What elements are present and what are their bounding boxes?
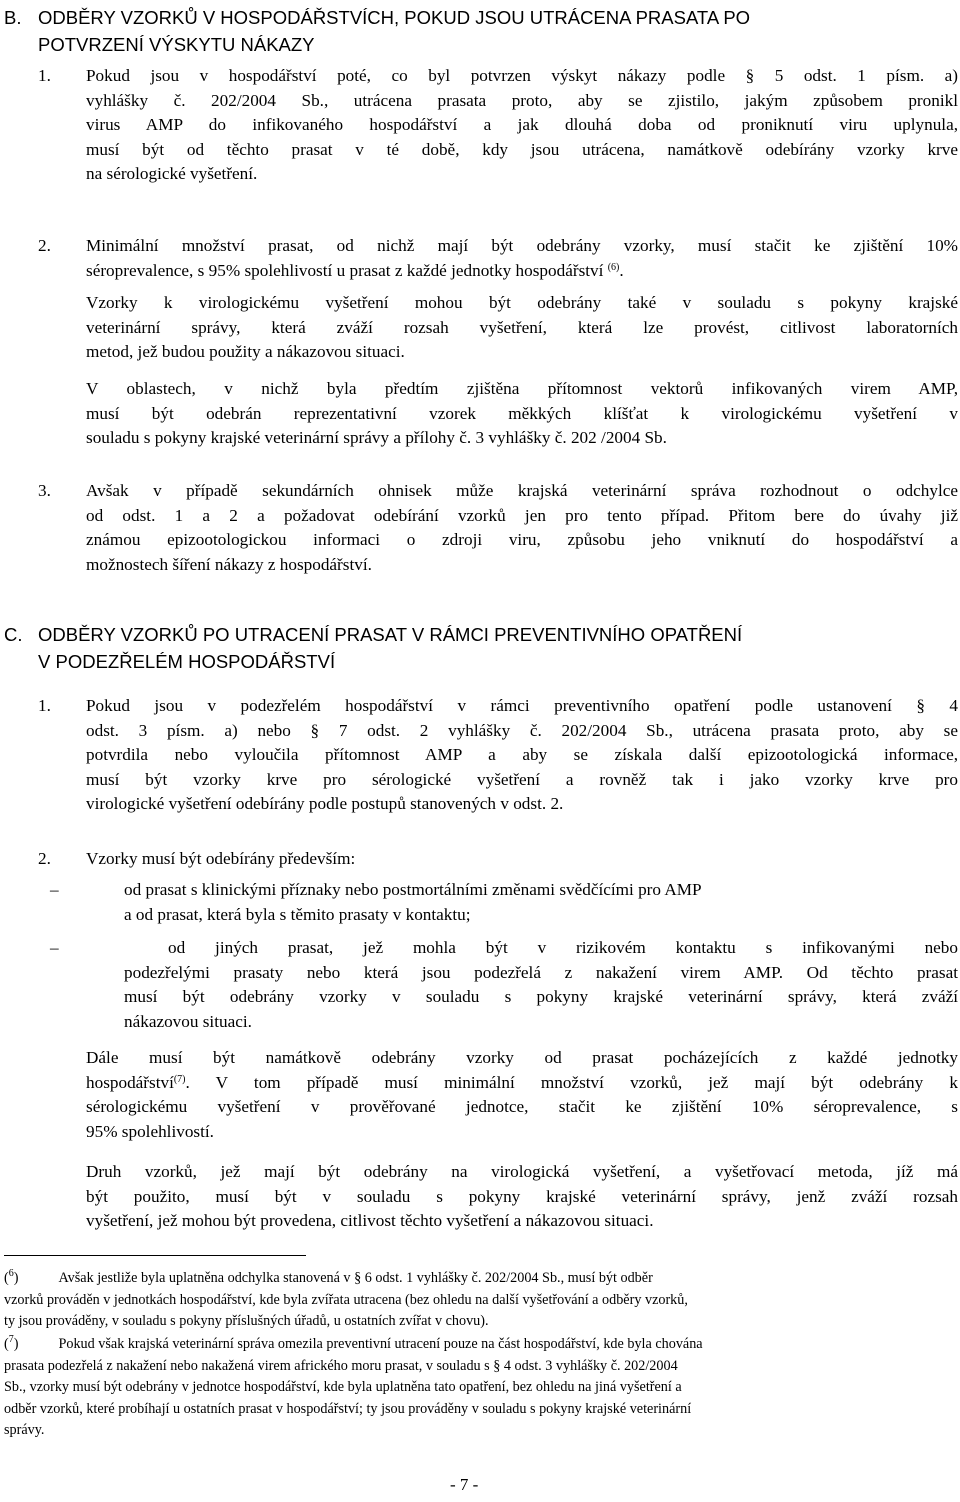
text-line: možnostech šíření nákazy z hospodářství.: [86, 554, 372, 574]
paragraph-oblastech: [86, 377, 958, 451]
item-number: 1.: [38, 66, 51, 85]
section-c-letter: C.: [4, 624, 23, 645]
text-line: nákazovou situaci.: [124, 1011, 252, 1031]
text-line: Avšak v případě sekundárních ohnisek může krajská veterinární správa rozhodnout o odchylce: [86, 481, 958, 500]
text-fragment: Pokud však krajská veterinární správa omezila preventivní utracení pouze na část hospodářství, kde byla chována: [58, 1336, 703, 1352]
text-line: Druh vzorků, jež mají být odebrány na virologická vyšetření, a vyšetřovací metoda, jíž má: [86, 1162, 958, 1181]
section-c-title-line: ODBĚRY VZORKŮ PO UTRACENÍ PRASAT V RÁMCI PREVENTIVNÍHO OPATŘENÍ: [38, 624, 743, 645]
section-b-title-line: ODBĚRY VZORKŮ V HOSPODÁŘSTVÍCH, POKUD JSOU UTRÁCENA PRASATA PO: [38, 7, 751, 28]
bullet-item-2: [124, 936, 958, 1034]
text-line: Minimální množství prasat, od nichž mají být odebrány vzorky, musí stačit ke zjištění 10%: [86, 236, 958, 255]
item-number: 1.: [38, 696, 51, 715]
footnote-line: ($^7$) Pokud však krajská veterinární správa omezila preventivní utracení pouze na část hospodářství, kde byla chována: [4, 1334, 703, 1352]
paragraph-dale: [86, 1046, 958, 1144]
text-line: virus AMP do infikovaného hospodářství a jak dlouhá doba od proniknutí viru uplynula,: [86, 115, 958, 134]
text-line: [86, 259, 958, 284]
text-line: musí být odebrány vzorky v souladu s pokyny krajské veterinární správy, která zváží: [124, 987, 958, 1006]
footnote-separator: [4, 1255, 306, 1256]
item-number: 2.: [38, 849, 51, 868]
section-c-item-2-intro: [86, 847, 958, 872]
section-b-item-2: [86, 234, 958, 283]
page-number: - 7 -: [450, 1475, 479, 1494]
text-line: Vzorky k virologickému vyšetření mohou být odebrány také v souladu s pokyny krajské: [86, 293, 958, 312]
item-number: 2.: [38, 236, 51, 255]
text-line: musí být odebrán reprezentativní vzorek měkkých klíšťat k virologickému vyšetření v: [86, 403, 958, 423]
text-line: být použito, musí být v souladu s pokyny krajské veterinární správy, jenž zváží rozsah: [86, 1186, 958, 1206]
text-line: Pokud jsou v hospodářství poté, co byl potvrzen výskyt nákazy podle § 5 odst. 1 písm. a): [86, 66, 958, 85]
text-line: [86, 1071, 958, 1096]
section-c-title: [38, 621, 938, 675]
text-line: musí být od těchto prasat v té době, kdy jsou utrácena, namátkově odebírány vzorky krve: [86, 139, 958, 159]
text-line: sérologickému vyšetření v prověřované jednotce, stačit ke zjištění 10% séroprevalence, s: [86, 1097, 958, 1116]
text-fragment: . V tom případě musí minimální množství vzorků, jež mají být odebrány k: [185, 1072, 958, 1092]
footnote-line: vzorků prováděn v jednotkách hospodářství, kde byla zvířata utracena (bez ohledu na další vyšetřování a odběry vzorků,: [4, 1291, 688, 1308]
text-line: Vzorky musí být odebírány především:: [86, 849, 356, 868]
dash-bullet: –: [50, 880, 59, 899]
footnote-6: [4, 1268, 924, 1333]
item-number: 3.: [38, 481, 51, 500]
footnote-7: [4, 1334, 924, 1442]
text-line: a od prasat, která byla s těmito prasaty v kontaktu;: [124, 904, 471, 924]
footnote-mark: 6: [8, 1268, 14, 1279]
paragraph-virologicke: [86, 291, 958, 365]
section-b-item-1: [86, 64, 958, 187]
section-b-letter: B.: [4, 7, 22, 28]
text-line: veterinární správy, která zváží rozsah vyšetření, která lze provést, citlivost laboratorních: [86, 317, 958, 337]
footnote-line: ty jsou prováděny, v souladu s pokyny příslušných úřadů, u ostatních zvířat v chovu).: [4, 1313, 489, 1329]
text-line: Dále musí být namátkově odebrány vzorky od prasat pocházejících z každé jednotky: [86, 1048, 958, 1067]
text-line: virologické vyšetření odebírány podle postupů stanovených v odst. 2.: [86, 794, 564, 813]
section-b-title: [38, 4, 938, 58]
text-line: odst. 3 písm. a) nebo § 7 odst. 2 vyhlášky č. 202/2004 Sb., utrácena prasata proto, aby se: [86, 720, 958, 740]
text-fragment: séroprevalence, s 95% spolehlivostí u prasat z každé jednotky hospodářství: [86, 260, 604, 280]
section-c-title-line: V PODEZŘELÉM HOSPODÁŘSTVÍ: [38, 651, 336, 672]
text-line: od jiných prasat, jež mohla být v rizikovém kontaktu s infikovanými nebo: [168, 938, 958, 957]
text-line: metod, jež budou použity a nákazovou situaci.: [86, 342, 405, 361]
footnote-ref-6[interactable]: (6): [607, 261, 620, 273]
section-b-item-3: [86, 479, 958, 577]
text-line: 95% spolehlivostí.: [86, 1121, 214, 1141]
text-line: od prasat s klinickými příznaky nebo postmortálními změnami svědčícími pro AMP: [124, 880, 702, 899]
footnote-line: Sb., vzorky musí být odebrány v jednotce hospodářství, kde byla uplatněna tato opatření, bez ohledu na jiná vyšetření a: [4, 1379, 682, 1395]
text-line: podezřelými prasaty nebo která jsou podezřelá z nakažení virem AMP. Od těchto prasat: [124, 962, 958, 982]
text-line: souladu s pokyny krajské veterinární správy a přílohy č. 3 vyhlášky č. 202 /2004 Sb.: [86, 428, 667, 447]
text-line: V oblastech, v nichž byla předtím zjištěna přítomnost vektorů infikovaných virem AMP,: [86, 379, 958, 398]
text-line: na sérologické vyšetření.: [86, 164, 258, 183]
text-line: od odst. 1 a 2 a požadovat odebírání vzorků jen pro tento případ. Přitom bere do úvahy již: [86, 505, 958, 525]
text-line: potvrdila nebo vyloučila přítomnost AMP a aby se získala další epizootologická informace,: [86, 745, 958, 764]
footnote-mark: 7: [8, 1334, 14, 1345]
text-line: známou epizootologickou informaci o zdroji viru, způsobu jeho vniknutí do hospodářství a: [86, 530, 958, 549]
text-line: vyhlášky č. 202/2004 Sb., utrácena prasata proto, aby se zjistilo, jakým způsobem pronikl: [86, 90, 958, 110]
footnote-line: ($^6$) Avšak jestliže byla uplatněna odchylka stanovená v § 6 odst. 1 vyhlášky č. 202/2004 Sb., musí být odběr: [4, 1268, 653, 1286]
section-c-item-1: [86, 694, 958, 817]
paragraph-druh: [86, 1160, 958, 1234]
footnote-ref-7[interactable]: (7): [173, 1073, 186, 1085]
text-fragment: hospodářství: [86, 1072, 174, 1092]
text-line: Pokud jsou v podezřelém hospodářství v rámci preventivního opatření podle ustanovení § 4: [86, 696, 958, 715]
text-fragment: .: [619, 260, 624, 280]
footnote-line: odběr vzorků, které probíhají u ostatních prasat v hospodářství; ty jsou prováděny v souladu s pokyny krajské veterinární: [4, 1400, 692, 1417]
dash-bullet: –: [50, 938, 59, 957]
bullet-item-1: [124, 878, 958, 927]
footnote-line: prasata podezřelá z nakažení nebo nakažená virem afrického moru prasat, v souladu s § 4 odst. 3 vyhlášky č. 202/2004: [4, 1357, 678, 1374]
text-line: vyšetření, jež mohou být provedena, citlivost těchto vyšetření a nákazovou situaci.: [86, 1211, 654, 1230]
text-fragment: Avšak jestliže byla uplatněna odchylka stanovená v § 6 odst. 1 vyhlášky č. 202/2004 Sb., musí být odběr: [58, 1270, 653, 1286]
text-line: musí být vzorky krve pro sérologické vyšetření a rovněž tak i jako vzorky krve pro: [86, 769, 958, 789]
footnote-line: správy.: [4, 1422, 45, 1438]
section-b-title-line: POTVRZENÍ VÝSKYTU NÁKAZY: [38, 34, 315, 55]
